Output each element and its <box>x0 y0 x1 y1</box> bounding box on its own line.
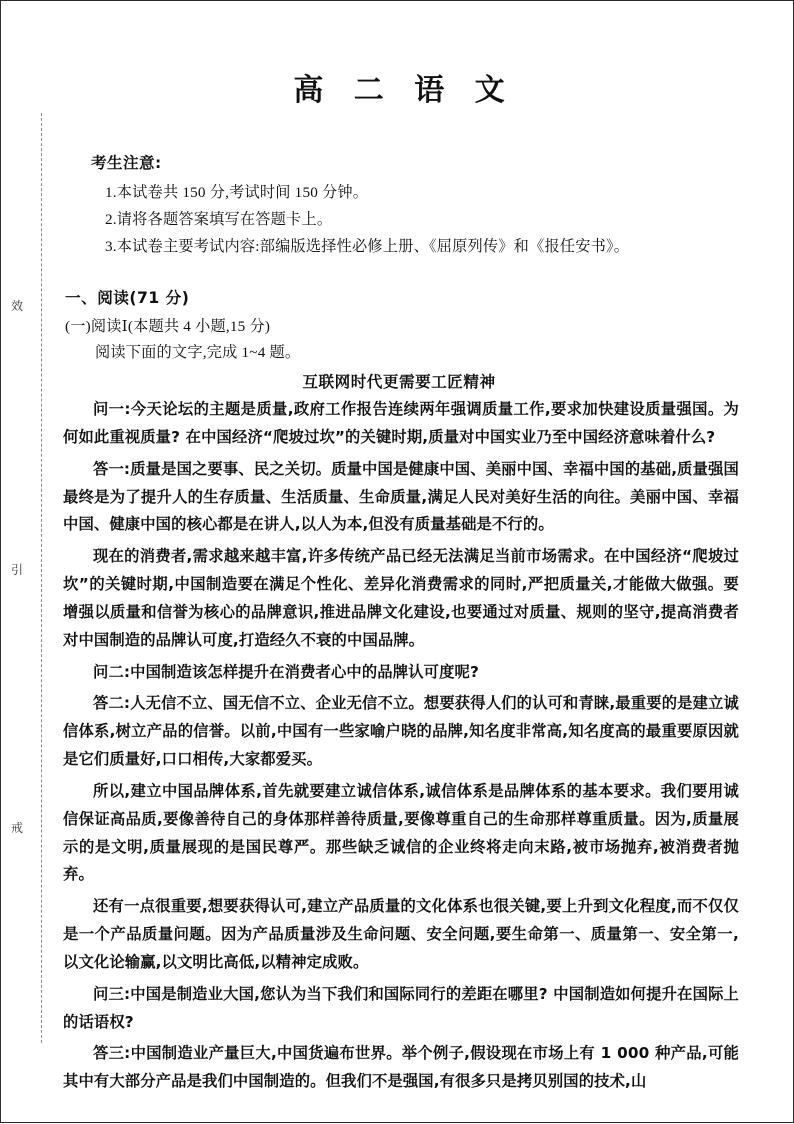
article-paragraph: 问一:今天论坛的主题是质量,政府工作报告连续两年强调质量工作,要求加快建设质量强国。为何如此重视质量? 在中国经济“爬坡过坎”的关键时期,质量对中国实业乃至中国经济意味着什么? <box>63 400 739 446</box>
notice-heading: 考生注意: <box>91 154 162 172</box>
subsection-heading: (一)阅读Ⅰ(本题共 4 小题,15 分) <box>65 318 271 336</box>
article-paragraph: 问二:中国制造该怎样提升在消费者心中的品牌认可度呢? <box>93 662 480 681</box>
article-paragraph: 还有一点很重要,想要获得认可,建立产品质量的文化体系也很关键,要上升到文化程度,而不仅仅是一个产品质量问题。因为产品质量涉及生命问题、安全问题,要生命第一、质量第一、安全第一,以文化论输赢,以文明比高低,以精神定成败。 <box>63 897 739 971</box>
candidate-notice <box>57 151 741 260</box>
notice-item: 3.本试卷主要考试内容:部编版选择性必修上册、《屈原列传》和《报任安书》。 <box>105 238 630 256</box>
article-paragraph: 所以,建立中国品牌体系,首先就要建立诚信体系,诚信体系是品牌体系的基本要求。我们要用诚信保证高品质,要像善待自己的身体那样善待质量,要像尊重自己的生命那样尊重质量。因为,质量展示的是文明,质量展现的是国民尊严。那些缺乏诚信的企业终将走向末路,被市场抛弃,被消费者抛弃。 <box>63 781 739 884</box>
section-heading: 一、阅读(71 分) <box>65 289 190 308</box>
page-content <box>57 27 741 1097</box>
article-title: 互联网时代更需要工匠精神 <box>302 373 496 392</box>
notice-item: 2.请将各题答案填写在答题卡上。 <box>105 211 333 229</box>
article-paragraph: 答一:质量是国之要事、民之关切。质量中国是健康中国、美丽中国、幸福中国的基础,质量强国最终是为了提升人的生存质量、生活质量、生命质量,满足人民对美好生活的向往。美丽中国、幸福中国、健康中国的核心都是在讲人,以人为本,但没有质量基础是不行的。 <box>63 459 739 534</box>
reading-instruction: 阅读下面的文字,完成 1~4 题。 <box>95 344 301 362</box>
binding-margin <box>9 1 53 1124</box>
margin-mark-2: 戒 <box>11 821 24 835</box>
margin-mark-1: 引 <box>11 563 24 577</box>
article-paragraph: 答二:人无信不立、国无信不立、企业无信不立。想要获得人们的认可和青睐,最重要的是建立诚信体系,树立产品的信誉。以前,中国有一些家喻户晓的品牌,知名度非常高,知名度高的最重要原因就是它们质量好,口口相传,大家都爱买。 <box>63 694 739 769</box>
margin-mark-0: 效 <box>11 299 24 313</box>
article-paragraph: 现在的消费者,需求越来越丰富,许多传统产品已经无法满足当前市场需求。在中国经济“爬坡过坎”的关键时期,中国制造要在满足个性化、差异化消费需求的同时,严把质量关,才能做大做强。要增强以质量和信誉为核心的品牌意识,推进品牌文化建设,也要通过对质量、规则的坚守,提高消费者对中国制造的品牌认可度,打造经久不衰的中国品牌。 <box>63 547 739 649</box>
cut-line <box>41 113 42 1043</box>
article-paragraph: 答三:中国制造业产量巨大,中国货遍布世界。举个例子,假设现在市场上有 1 000 种产品,可能其中有大部分产品是我们中国制造的。但我们不是强国,有很多只是拷贝别国的技术,山 <box>63 1044 739 1091</box>
notice-item: 1.本试卷共 150 分,考试时间 150 分钟。 <box>105 184 369 201</box>
article-paragraph: 问三:中国是制造业大国,您认为当下我们和国际同行的差距在哪里? 中国制造如何提升在国际上的话语权? <box>63 984 739 1031</box>
page-title: 高 二 语 文 <box>293 73 515 108</box>
